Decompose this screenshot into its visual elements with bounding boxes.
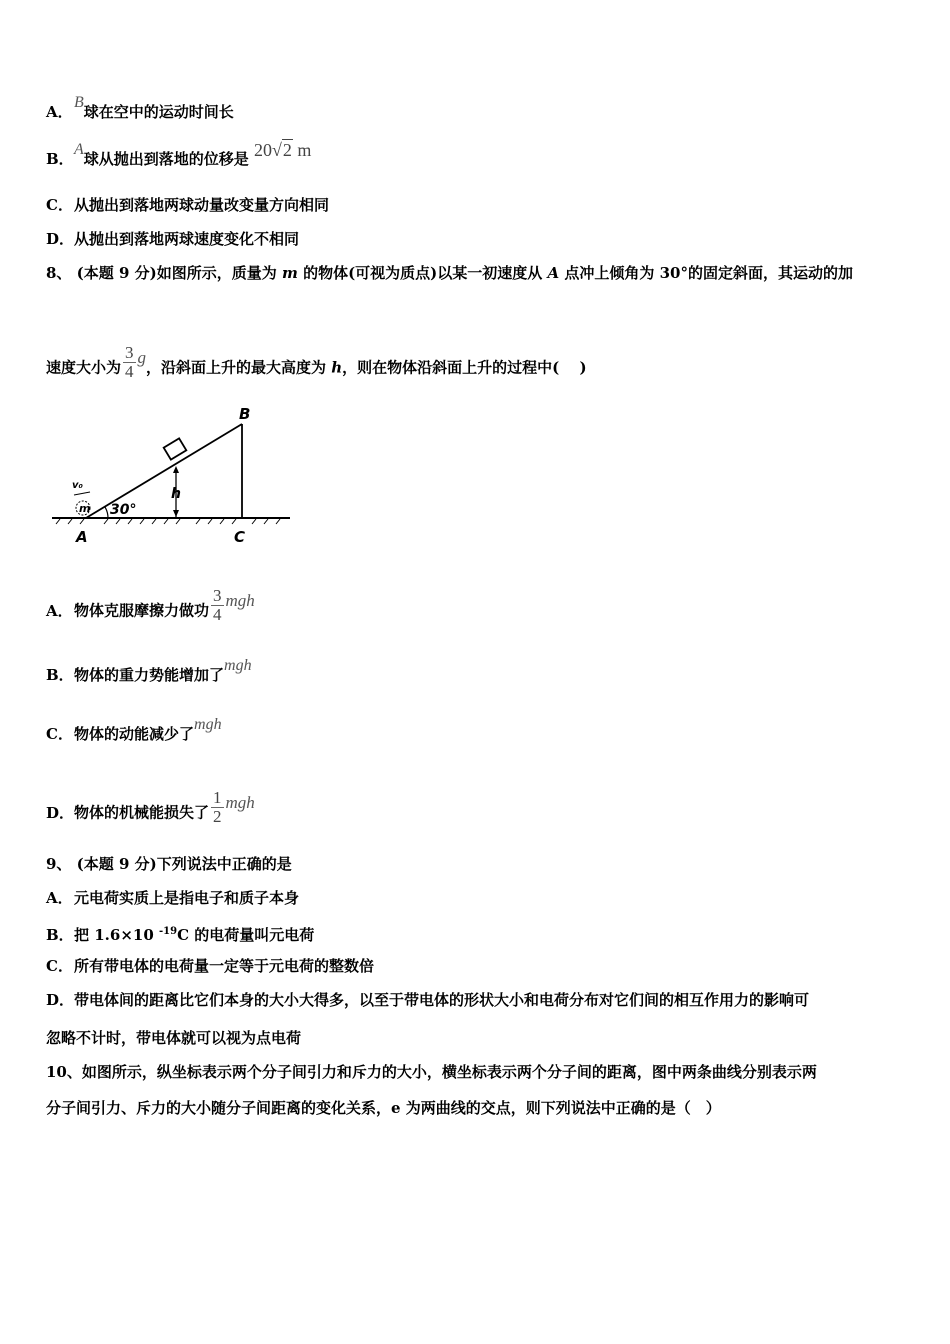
- option-label: A．: [46, 889, 73, 907]
- q7-option-d: [46, 229, 299, 249]
- q9-option-d-continued: 忽略不计时，带电体就可以视为点电荷: [46, 1029, 302, 1047]
- radicand: 2: [282, 140, 292, 160]
- option-text: 所有带电体的电荷量一定等于元电荷的整数倍: [74, 957, 375, 975]
- option-label: C．: [46, 196, 73, 214]
- label-h: h: [171, 486, 181, 502]
- angle-arc: [105, 507, 108, 518]
- option-text: 物体克服摩擦力做功: [74, 601, 210, 620]
- stem-text: 的物体(可视为质点)以某一初速度从: [297, 264, 548, 282]
- option-label: D．: [46, 230, 75, 248]
- denominator: 2: [213, 807, 222, 826]
- displacement-expression: 20√2 m: [254, 140, 312, 160]
- numerator: 1: [213, 788, 222, 807]
- q8-stem-line1: [46, 263, 853, 283]
- option-label: C．: [46, 957, 73, 975]
- option-text: 从抛出到落地两球动量改变量方向相同: [74, 196, 330, 214]
- stem-text: ，沿斜面上升的最大高度为: [146, 358, 332, 377]
- math-var: A: [74, 141, 84, 158]
- numerator: 3: [213, 586, 222, 605]
- fraction: [211, 587, 224, 624]
- option-label: D．: [46, 991, 75, 1009]
- var-m: m: [281, 264, 298, 282]
- height-arrow-down: [173, 510, 179, 517]
- option-text: 从抛出到落地两球速度变化不相同: [74, 230, 300, 248]
- q7-option-a: [46, 94, 234, 123]
- label-v0: v₀: [72, 480, 83, 491]
- q9-option-a: [46, 888, 299, 908]
- option-text: 球从抛出到落地的位移是: [83, 150, 249, 168]
- fraction: [123, 344, 136, 381]
- incline-diagram: [46, 400, 296, 550]
- math-expression: mgh: [225, 590, 255, 610]
- var-h: h: [331, 358, 343, 377]
- option-text: 物体的机械能损失了: [74, 803, 210, 822]
- q9-option-c: [46, 956, 374, 976]
- stem-text: 点冲上倾角为 30°的固定斜面，其运动的加: [559, 264, 853, 282]
- q8-option-d: [46, 788, 255, 832]
- q8-stem-line2: [46, 343, 587, 387]
- option-text: C 的电荷量叫元电荷: [177, 926, 315, 944]
- velocity-arrow: [74, 492, 90, 495]
- q9-option-b: [46, 922, 314, 945]
- option-label: B．: [46, 926, 74, 944]
- option-label: A．: [46, 103, 73, 121]
- stem-text: 速度大小为: [46, 358, 122, 377]
- label-b: B: [239, 405, 251, 423]
- option-label: B．: [46, 666, 74, 684]
- option-text: 物体的动能减少了: [74, 725, 195, 743]
- option-label: D．: [46, 803, 75, 822]
- ground-hatching: [56, 519, 280, 524]
- math-var: B: [74, 94, 84, 111]
- q8-option-b: [46, 657, 252, 686]
- block-on-incline: [164, 438, 187, 459]
- label-m: m: [79, 502, 91, 515]
- coefficient: 20: [254, 140, 273, 160]
- option-label: B．: [46, 150, 74, 168]
- var-a: A: [547, 264, 560, 282]
- question-number: 8、: [46, 264, 72, 282]
- label-c: C: [234, 528, 246, 546]
- denominator: 4: [213, 605, 222, 624]
- numerator: 3: [125, 343, 134, 362]
- unit: m: [297, 140, 312, 160]
- option-label: A．: [46, 601, 73, 620]
- q10-stem-line2: 分子间引力、斥力的大小随分子间距离的变化关系，e 为两曲线的交点，则下列说法中正确的是（ ）: [46, 1099, 721, 1117]
- option-text: 带电体间的距离比它们本身的大小大得多，以至于带电体的形状大小和电荷分布对它们间的相互作用力的影响可: [74, 991, 810, 1009]
- option-text: 元电荷实质上是指电子和质子本身: [74, 889, 300, 907]
- stem-text: (本题 9 分)如图所示，质量为: [71, 264, 282, 282]
- q9-option-d: [46, 990, 809, 1010]
- q7-option-b: [46, 140, 312, 170]
- option-text: 物体的重力势能增加了: [74, 666, 225, 684]
- var-g: g: [137, 347, 147, 367]
- q8-option-c: [46, 716, 222, 745]
- height-arrow-up: [173, 466, 179, 473]
- label-a: A: [76, 528, 88, 546]
- fraction: [211, 789, 224, 826]
- denominator: 4: [125, 362, 134, 381]
- q9-stem: 9、 (本题 9 分)下列说法中正确的是: [46, 855, 292, 873]
- stem-text: ，则在物体沿斜面上升的过程中( ): [342, 358, 587, 377]
- q7-option-c: [46, 195, 329, 215]
- exponent: -19: [158, 926, 178, 937]
- option-text: 把 1.6×10: [74, 926, 159, 944]
- label-angle: 30°: [110, 502, 137, 518]
- math-expression: mgh: [194, 716, 222, 733]
- option-text: 球在空中的运动时间长: [83, 103, 234, 121]
- option-label: C．: [46, 725, 73, 743]
- math-expression: mgh: [225, 792, 255, 812]
- math-expression: mgh: [224, 657, 252, 674]
- q8-option-a: [46, 586, 255, 630]
- q10-stem-line1: 10、如图所示，纵坐标表示两个分子间引力和斥力的大小，横坐标表示两个分子间的距离，图中两条曲线分别表示两: [46, 1063, 817, 1081]
